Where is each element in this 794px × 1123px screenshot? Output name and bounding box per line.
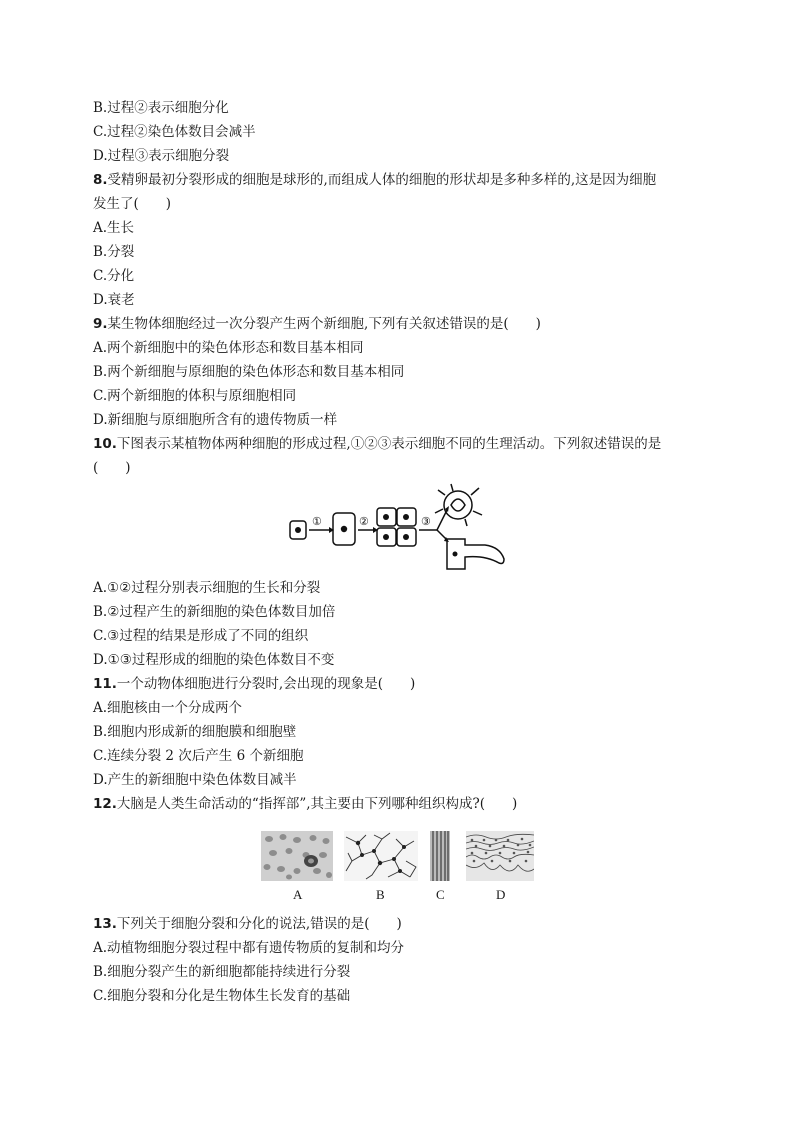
step-label-2: ② bbox=[359, 515, 369, 528]
question-8-cont: 发生了( ) bbox=[93, 196, 172, 212]
option-11b: B.细胞内形成新的细胞膜和细胞壁 bbox=[93, 724, 297, 740]
question-12: 12.大脑是人类生命活动的“指挥部”,其主要由下列哪种组织构成?( ) bbox=[93, 796, 518, 812]
tissue-image-a bbox=[261, 831, 333, 881]
option-10b: B.②过程产生的新细胞的染色体数目加倍 bbox=[93, 604, 336, 620]
option-8c: C.分化 bbox=[93, 268, 135, 284]
tissue-image-b bbox=[344, 831, 418, 881]
step-label-3: ③ bbox=[421, 515, 431, 528]
question-13: 13.下列关于细胞分裂和分化的说法,错误的是( ) bbox=[93, 916, 402, 932]
option-11a: A.细胞核由一个分成两个 bbox=[93, 700, 243, 716]
question-10-cont: ( ) bbox=[93, 460, 131, 476]
option-7c: C.过程②染色体数目会减半 bbox=[93, 124, 256, 140]
option-9d: D.新细胞与原细胞所含有的遗传物质一样 bbox=[93, 412, 338, 428]
option-11d: D.产生的新细胞中染色体数目减半 bbox=[93, 772, 297, 788]
question-10: 10.下图表示某植物体两种细胞的形成过程,①②③表示细胞不同的生理活动。下列叙述错误的是 bbox=[93, 436, 662, 452]
question-8: 8.受精卵最初分裂形成的细胞是球形的,而组成人体的细胞的形状却是多种多样的,这是因为细胞 bbox=[93, 172, 657, 188]
option-7b: B.过程②表示细胞分化 bbox=[93, 100, 229, 116]
tissue-label-c: C bbox=[436, 887, 445, 902]
option-13a: A.动植物细胞分裂过程中都有遗传物质的复制和均分 bbox=[93, 940, 405, 956]
tissue-image-c bbox=[430, 831, 450, 881]
option-9c: C.两个新细胞的体积与原细胞相同 bbox=[93, 388, 297, 404]
option-8d: D.衰老 bbox=[93, 292, 135, 308]
tissue-image-d bbox=[466, 831, 534, 881]
question-11: 11.一个动物体细胞进行分裂时,会出现的现象是( ) bbox=[93, 676, 416, 692]
option-11c: C.连续分裂 2 次后产生 6 个新细胞 bbox=[93, 748, 304, 764]
option-9a: A.两个新细胞中的染色体形态和数目基本相同 bbox=[93, 340, 364, 356]
option-10c: C.③过程的结果是形成了不同的组织 bbox=[93, 628, 309, 644]
step-label-1: ① bbox=[312, 515, 322, 528]
cell-formation-diagram bbox=[285, 483, 510, 571]
option-8b: B.分裂 bbox=[93, 244, 135, 260]
option-13b: B.细胞分裂产生的新细胞都能持续进行分裂 bbox=[93, 964, 351, 980]
option-9b: B.两个新细胞与原细胞的染色体形态和数目基本相同 bbox=[93, 364, 405, 380]
option-7d: D.过程③表示细胞分裂 bbox=[93, 148, 230, 164]
tissue-label-b: B bbox=[376, 887, 385, 902]
stomata-cell bbox=[444, 491, 472, 519]
option-10d: D.①③过程形成的细胞的染色体数目不变 bbox=[93, 652, 335, 668]
tissue-label-d: D bbox=[496, 887, 506, 902]
option-13c: C.细胞分裂和分化是生物体生长发育的基础 bbox=[93, 988, 351, 1004]
option-10a: A.①②过程分别表示细胞的生长和分裂 bbox=[93, 580, 321, 596]
question-9: 9.某生物体细胞经过一次分裂产生两个新细胞,下列有关叙述错误的是( ) bbox=[93, 316, 541, 332]
option-8a: A.生长 bbox=[93, 220, 135, 236]
tissue-label-a: A bbox=[293, 887, 303, 902]
